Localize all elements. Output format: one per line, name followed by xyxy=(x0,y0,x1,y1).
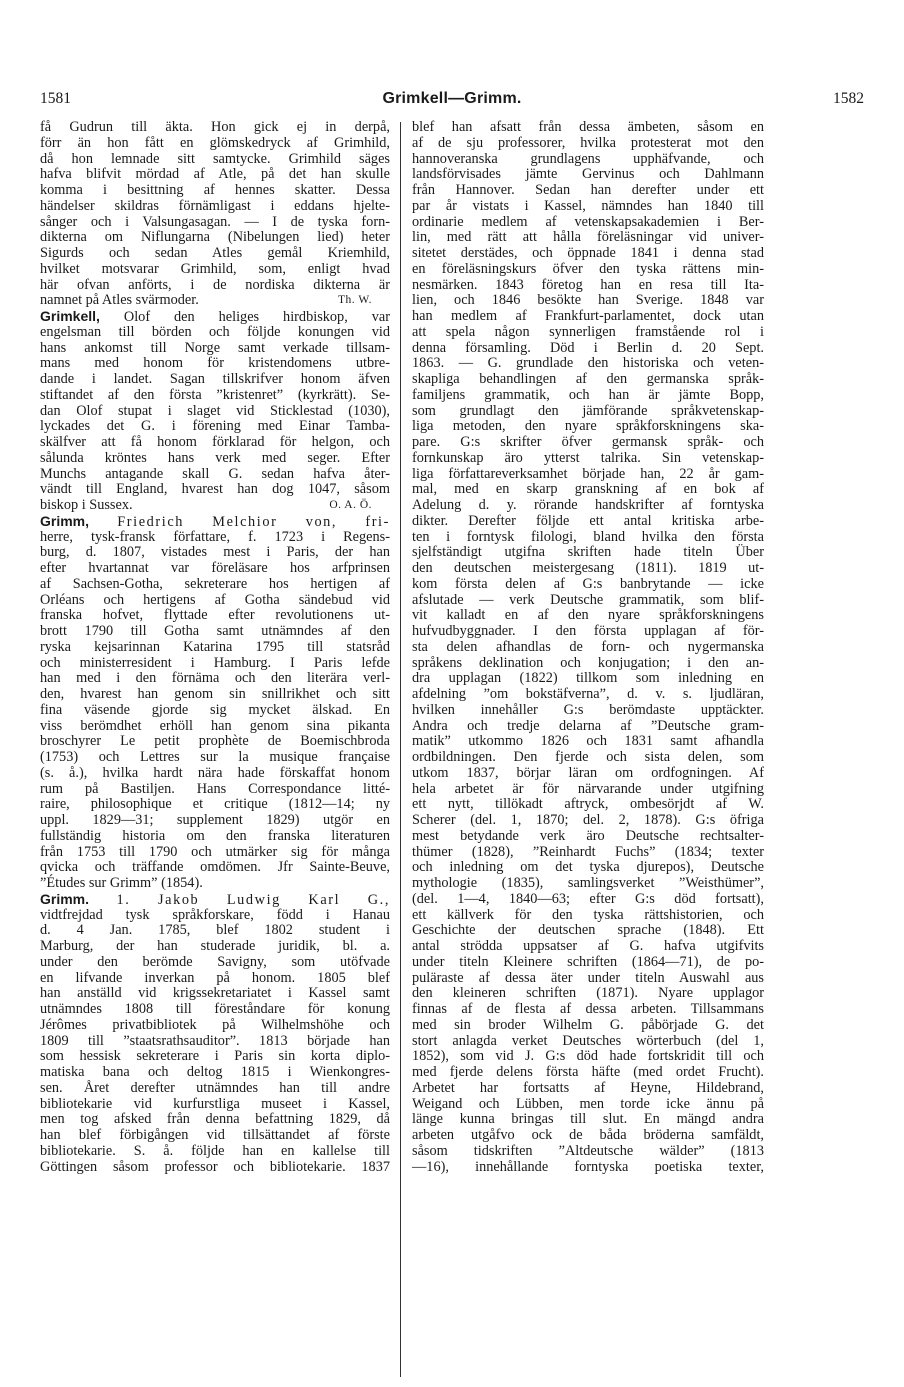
line-text: Sigurds och sedan Atles gemål Kriemhild, xyxy=(40,245,390,261)
text-line xyxy=(412,183,764,199)
line-text: från Hannover. Sedan han derefter under ett xyxy=(412,182,764,198)
line-text: d. 4 Jan. 1785, blef 1802 student i xyxy=(40,922,390,939)
text-line xyxy=(40,498,390,514)
line-text: lyckades det G. i förening med Einar Tamba- xyxy=(40,418,390,435)
text-line xyxy=(40,341,390,357)
text-line xyxy=(40,293,390,309)
text-line xyxy=(40,687,390,703)
text-line xyxy=(412,860,764,876)
line-text: vit kalladt en af den nyare språkforskningens xyxy=(412,607,764,624)
author-signature: O. A. Ö. xyxy=(329,499,372,511)
text-line xyxy=(40,309,390,325)
line-text: franska hofvet, flyttade efter revolutionens ut- xyxy=(40,607,390,624)
text-line xyxy=(40,908,390,924)
line-text: broschyrer Le petit prophète de Boemischbroda xyxy=(40,733,390,750)
line-text: afslutade — verk Deutsche grammatik, som blif- xyxy=(412,591,764,608)
page-number-right: 1582 xyxy=(833,90,864,107)
line-text: Göttingen såsom professor och bibliotekarie. 1837 xyxy=(40,1158,390,1175)
text-line xyxy=(412,640,764,656)
line-text: att spela någon synnerligen framstående rol i xyxy=(412,323,764,340)
line-text: liga författareverksamhet började han, 22 år gam- xyxy=(412,465,764,482)
line-text: händelser skildras förnämligast i eddans hjelte- xyxy=(40,197,390,214)
line-text: såsom tidskriften ”Altdeutsche wälder” (1813 xyxy=(412,1142,764,1159)
line-text: matiska bana och deltog 1815 i Wienkongres- xyxy=(40,1064,390,1080)
text-line xyxy=(40,356,390,372)
line-text: sen. Året derefter utnämndes han till andre xyxy=(40,1079,390,1096)
text-line xyxy=(412,624,764,640)
text-line xyxy=(412,971,764,987)
text-line xyxy=(40,514,390,530)
line-text: arbeten utgåfvo ock de båda bröderna samfäldt, xyxy=(412,1127,764,1143)
line-text: en föreläsningskurs öfver den tyska rättens min- xyxy=(412,260,764,277)
text-line xyxy=(412,136,764,152)
line-text: vidtfrejdad tysk språkforskare, född i Hanau xyxy=(40,906,390,923)
line-text: under den berömde Savigny, som utöfvade xyxy=(40,953,390,970)
text-line xyxy=(412,372,764,388)
line-text: hannoveranska grundlagens upphäfvande, och xyxy=(412,150,764,167)
text-line xyxy=(40,656,390,672)
line-text: blef han afsatt från dessa ämbeten, såsom en xyxy=(412,119,764,135)
line-text: språkens deklination och konjugation; i den an- xyxy=(412,654,764,671)
line-text: en lifvande inverkan på honom. 1805 blef xyxy=(40,969,390,986)
line-text: stort anlagda verket Deutsches wörterbuch (del 1, xyxy=(412,1032,764,1049)
text-line xyxy=(412,577,764,593)
line-text: burg, d. 1807, vistades mest i Paris, der han xyxy=(40,544,390,561)
right-column xyxy=(412,120,764,1175)
text-line xyxy=(40,372,390,388)
text-line xyxy=(412,734,764,750)
text-line xyxy=(40,1128,390,1144)
text-line xyxy=(412,813,764,829)
text-line xyxy=(412,1112,764,1128)
text-line xyxy=(40,215,390,231)
text-line xyxy=(412,435,764,451)
text-line xyxy=(412,892,764,908)
text-line xyxy=(412,750,764,766)
text-line xyxy=(412,593,764,609)
text-line xyxy=(412,656,764,672)
line-text: han medlem af Frankfurt-parlamentet, dock utan xyxy=(412,308,764,324)
line-text: af de sju professorer, hvilka protesterat mot den xyxy=(412,134,764,151)
line-text: thümer (1828), ”Reinhardt Fuchs” (1834; texter xyxy=(412,843,764,860)
text-line xyxy=(40,199,390,215)
text-line xyxy=(40,262,390,278)
text-line xyxy=(412,1018,764,1034)
line-text: med fjerde delens första häfte (med ordet Frucht). xyxy=(412,1064,764,1080)
text-line xyxy=(40,278,390,294)
text-line xyxy=(40,1160,390,1176)
line-text: stiftandet af den första ”kristenret” (kyrkrätt). Se- xyxy=(40,386,390,403)
text-line xyxy=(40,1002,390,1018)
line-text: qvicka och träffande omdömen. Jfr Sainte-Beuve, xyxy=(40,859,390,876)
text-line xyxy=(412,215,764,231)
line-text: uppl. 1829—31; supplement 1829) utgör en xyxy=(40,812,390,828)
line-text: finnas af de flesta af dessa arbeten. Tillsammans xyxy=(412,1001,764,1017)
text-line xyxy=(40,167,390,183)
line-text: under titeln Kleinere schriften (1864—71), de po- xyxy=(412,953,764,970)
line-text: pare. G:s skrifter öfver germansk språk- och xyxy=(412,434,764,450)
line-text: hans ankomst till Norge samt verkade tillsam- xyxy=(40,339,390,356)
line-text: namnet på Atles svärmoder. xyxy=(40,292,199,309)
text-line xyxy=(412,1097,764,1113)
text-line xyxy=(412,309,764,325)
line-text: han med i den förnäma och den literära verl- xyxy=(40,670,390,687)
text-line xyxy=(40,860,390,876)
entry-headword: Grimm, xyxy=(40,512,90,529)
text-line xyxy=(412,120,764,136)
line-text: matik” utkommo 1826 och 1831 samt afhandla xyxy=(412,733,764,750)
text-line xyxy=(40,955,390,971)
page-number-left: 1581 xyxy=(40,90,71,107)
text-line xyxy=(40,624,390,640)
text-line xyxy=(412,986,764,1002)
line-text: sitetet derstädes, och öppnade 1841 i denna stad xyxy=(412,245,764,261)
line-text: afdelning ”om bokstäfverna”, d. v. s. ljudläran, xyxy=(412,686,764,702)
line-text: förr än hon fått en glömskedryck af Grimhild, xyxy=(40,134,390,151)
text-line xyxy=(40,482,390,498)
text-line xyxy=(40,561,390,577)
line-text: sålunda kröntes hans verk med seger. Efter xyxy=(40,449,390,466)
text-line xyxy=(40,671,390,687)
line-text: dikterna om Niflungarna (Nibelungen lied) heter xyxy=(40,229,390,246)
entry-headword: Grimkell, xyxy=(40,308,100,324)
text-line xyxy=(412,561,764,577)
line-text: 1809 till ”staatsrathsauditor”. 1813 började han xyxy=(40,1032,390,1049)
text-line xyxy=(40,1034,390,1050)
line-text: hvilket motsvarar Grimhild, som, enligt hvad xyxy=(40,260,390,277)
text-line xyxy=(412,1128,764,1144)
line-text: Friedrich Melchior von, fri- xyxy=(89,513,390,530)
line-text: den, hvarest han genom sin snillrikhet och sitt xyxy=(40,686,390,702)
text-line xyxy=(40,577,390,593)
text-line xyxy=(40,435,390,451)
line-text: dande i landet. Sagan tillskrifver honom äfven xyxy=(40,371,390,387)
line-text: få Gudrun till äkta. Hon gick ej in derpå, xyxy=(40,119,390,135)
running-title: Grimkell—Grimm. xyxy=(382,90,522,107)
line-text: 1852), som vid J. G:s död hade fortskridit till och xyxy=(412,1048,764,1065)
text-line xyxy=(40,404,390,420)
line-text: brott 1790 till Gotha samt utnämndes af den xyxy=(40,623,390,639)
text-line xyxy=(40,876,390,892)
line-text: bibliotekarie. S. å. följde han en kallelse till xyxy=(40,1142,390,1159)
text-line xyxy=(412,230,764,246)
line-text: (s. å.), hvilka hardt nära hade förskaffat honom xyxy=(40,764,390,781)
text-line xyxy=(412,766,764,782)
line-text: fina väsende gjorde sig mycket älskad. En xyxy=(40,701,390,718)
text-line xyxy=(40,1049,390,1065)
line-text: han blef förbigången vid tillsättandet af förste xyxy=(40,1127,390,1143)
text-line xyxy=(412,876,764,892)
line-text: sta delen afhandlas de forn- och nygermanska xyxy=(412,638,764,655)
line-text: landsförvisades jämte Gervinus och Dahlmann xyxy=(412,166,764,183)
line-text: viss berömdhet erhöll han genom sina pikanta xyxy=(40,717,390,734)
text-line xyxy=(40,829,390,845)
column-divider xyxy=(400,122,401,1377)
line-text: mest betydande verk äro Deutsche rechtsalter- xyxy=(412,827,764,844)
line-text: lin, med rätt att hålla föreläsningar vid univer- xyxy=(412,229,764,246)
line-text: ett nytt, tillökadt aftryck, ombesörjdt af W. xyxy=(412,796,764,813)
line-text: ryska kejsarinnan Katarina 1795 till statsråd xyxy=(40,638,390,655)
line-text: dra upplagan (1822) tillkom som inledning en xyxy=(412,670,764,687)
text-line xyxy=(40,325,390,341)
line-text: Geschichte der deutschen sprache (1848). Ett xyxy=(412,922,764,939)
line-text: rum på Bastiljen. Hans Correspondance litté- xyxy=(40,780,390,797)
text-line xyxy=(412,1144,764,1160)
text-line xyxy=(40,530,390,546)
text-line xyxy=(40,1065,390,1081)
text-line xyxy=(40,1081,390,1097)
line-text: då hon lemnade sitt samtycke. Grimhild säges xyxy=(40,150,390,167)
line-text: ”Études sur Grimm” (1854). xyxy=(40,875,203,891)
text-line xyxy=(40,719,390,735)
line-text: Arbetet har fortsatts af Heyne, Hildebrand, xyxy=(412,1079,764,1096)
text-line xyxy=(412,1002,764,1018)
text-line xyxy=(40,183,390,199)
text-line xyxy=(412,955,764,971)
text-line xyxy=(40,766,390,782)
line-text: biskop i Sussex. xyxy=(40,497,133,513)
text-line xyxy=(412,939,764,955)
line-text: herre, tysk-fransk författare, f. 1723 i Regens- xyxy=(40,528,390,545)
line-text: (del. 1—4, 1840—63; efter G:s död fortsatt), xyxy=(412,890,764,907)
line-text: mythologie (1835), samlingsverket ”Weisthümer”, xyxy=(412,875,764,891)
text-line xyxy=(40,750,390,766)
line-text: länge kunna bringas till slut. En mängd andra xyxy=(412,1111,764,1128)
text-line xyxy=(40,1112,390,1128)
text-line xyxy=(40,939,390,955)
line-text: 1. Jakob Ludwig Karl G., xyxy=(89,891,390,908)
text-line xyxy=(40,467,390,483)
text-line xyxy=(40,734,390,750)
text-line xyxy=(412,199,764,215)
line-text: sjelfständigt utgifna skriften hade titeln Über xyxy=(412,544,764,561)
line-text: kom första delen af G:s banbrytande — icke xyxy=(412,575,764,592)
text-line xyxy=(40,152,390,168)
text-line xyxy=(40,797,390,813)
text-line xyxy=(40,608,390,624)
line-text: han anställd vid krigssekretariatet i Kassel samt xyxy=(40,985,390,1002)
text-line xyxy=(412,671,764,687)
text-line xyxy=(412,451,764,467)
line-text: här ofvan anförts, i de nordiska dikterna är xyxy=(40,276,390,293)
text-line xyxy=(412,1049,764,1065)
line-text: familjens grammatik, och han är jämte Bopp, xyxy=(412,386,764,403)
line-text: lien, och 1846 besökte han Sverige. 1848 var xyxy=(412,292,764,309)
text-line xyxy=(40,971,390,987)
text-line xyxy=(412,719,764,735)
line-text: par år vistats i Kassel, nämndes han 1840 till xyxy=(412,197,764,214)
text-line xyxy=(412,467,764,483)
text-line xyxy=(412,152,764,168)
line-text: raire, philosophique et critique (1812—14; ny xyxy=(40,796,390,813)
line-text: Orléans och hertigens af Gotha sändebud vid xyxy=(40,591,390,608)
line-text: som grundlagt den jämförande språkvetenskap- xyxy=(412,402,764,419)
author-signature: Th. W. xyxy=(338,294,372,307)
text-line xyxy=(40,640,390,656)
text-line xyxy=(40,388,390,404)
text-line xyxy=(412,829,764,845)
line-text: —16), innehållande forntyska poetiska texter, xyxy=(412,1158,764,1175)
line-text: vändt till England, hvarest han dog 1047, såsom xyxy=(40,481,390,498)
line-text: fornkunskap äro ytterst talrika. Sin vetenskap- xyxy=(412,449,764,466)
line-text: hufvudbyggnader. I den första upplagan af för- xyxy=(412,623,764,639)
line-text: dan Olof stupat i slaget vid Sticklestad (1030), xyxy=(40,402,390,419)
line-text: efter hvartannat var föreläsare hos arfprinsen xyxy=(40,560,390,576)
line-text: Scherer (del. 1, 1870; del. 2, 1878). G:s öfriga xyxy=(412,812,764,828)
text-line xyxy=(40,451,390,467)
text-line xyxy=(412,388,764,404)
entry-headword: Grimm. xyxy=(40,890,90,907)
text-line xyxy=(40,1018,390,1034)
text-line xyxy=(412,356,764,372)
text-line xyxy=(40,593,390,609)
line-text: bibliotekarie vid kurfurstliga museet i Kassel, xyxy=(40,1095,390,1112)
text-line xyxy=(40,986,390,1002)
line-text: 1863. — G. grundlade den historiska och veten- xyxy=(412,355,764,372)
text-line xyxy=(412,530,764,546)
text-line xyxy=(40,703,390,719)
text-line xyxy=(40,845,390,861)
line-text: men tog afsked från denna befattning 1829, då xyxy=(40,1111,390,1128)
text-line xyxy=(412,514,764,530)
text-line xyxy=(40,419,390,435)
text-line xyxy=(412,262,764,278)
text-line xyxy=(412,923,764,939)
line-text: och ministerresident i Hamburg. I Paris lefde xyxy=(40,654,390,671)
text-line xyxy=(412,482,764,498)
line-text: mal, med en skarp granskning af en bok af xyxy=(412,481,764,498)
line-text: och inledning om det tyska djurepos), Deutsche xyxy=(412,859,764,876)
text-line xyxy=(412,703,764,719)
line-text: den deutschen meistergesang (1811). 1819 ut- xyxy=(412,560,764,576)
text-line xyxy=(412,246,764,262)
line-text: Munchs antagande skall G. sedan hafva åter- xyxy=(40,465,390,482)
line-text: hela arbetet är för närvarande under utgifning xyxy=(412,780,764,797)
line-text: dikter. Derefter följde ett antal kritiska arbe- xyxy=(412,512,764,529)
text-line xyxy=(412,293,764,309)
line-text: Jérômes privatbibliotek på Wilhelmshöhe och xyxy=(40,1016,390,1033)
line-text: engelsman till börden och följde konungen vid xyxy=(40,323,390,340)
page-header xyxy=(0,90,904,114)
text-line xyxy=(40,1144,390,1160)
text-line xyxy=(412,845,764,861)
text-line xyxy=(412,797,764,813)
text-line xyxy=(412,167,764,183)
text-line xyxy=(40,545,390,561)
text-line xyxy=(40,892,390,908)
text-line xyxy=(412,1034,764,1050)
text-line xyxy=(40,923,390,939)
text-line xyxy=(40,136,390,152)
line-text: sånger och i Valsungasagan. — I de tyska forn- xyxy=(40,213,390,230)
text-line xyxy=(412,545,764,561)
line-text: Marburg, der han studerade juridik, bl. a. xyxy=(40,938,390,954)
line-text: fullständig historia om den franska literaturen xyxy=(40,827,390,844)
text-line xyxy=(412,1065,764,1081)
text-line xyxy=(40,782,390,798)
text-line xyxy=(40,246,390,262)
line-text: ordinarie medlem af vetenskapsakademien i Ber- xyxy=(412,213,764,230)
line-text: liga metoden, den nyare språkforskningens ska- xyxy=(412,418,764,435)
text-line xyxy=(412,404,764,420)
line-text: från 1753 till 1790 och utmärker sig för många xyxy=(40,843,390,860)
text-line xyxy=(412,1081,764,1097)
line-text: skapliga behandlingen af den germanska språk- xyxy=(412,371,764,387)
text-line xyxy=(412,687,764,703)
line-text: hvilken innehåller G:s berömdaste upptäckter. xyxy=(412,701,764,718)
left-column xyxy=(40,120,390,1175)
text-line xyxy=(40,813,390,829)
line-text: skälfver att få honom förklarad för helgon, och xyxy=(40,434,390,450)
text-line xyxy=(412,325,764,341)
text-line xyxy=(412,341,764,357)
line-text: (1753) och Lettres sur la musique française xyxy=(40,749,390,765)
line-text: puläraste af dessa äter under titeln Auswahl aus xyxy=(412,969,764,986)
line-text: Adelung d. y. rörande handskrifter af forntyska xyxy=(412,497,764,513)
text-line xyxy=(412,1160,764,1176)
line-text: af Sachsen-Gotha, sekreterare hos hertigen af xyxy=(40,575,390,592)
line-text: mans med honom för kristendomens utbre- xyxy=(40,355,390,372)
line-text: antal strödda uppsatser af G. hafva utgifvits xyxy=(412,938,764,954)
text-line xyxy=(412,278,764,294)
line-text: denna församling. Död i Berlin d. 20 Sept. xyxy=(412,339,764,356)
line-text: ten i forntysk filologi, bland hvilka den första xyxy=(412,528,764,545)
line-text: utkom 1837, börjar läran om ordfogningen. Af xyxy=(412,764,764,781)
line-text: hafva blifvit mördad af Atle, på det han skulle xyxy=(40,166,390,183)
text-line xyxy=(412,419,764,435)
line-text: den kleineren schriften (1871). Nyare upplagor xyxy=(412,985,764,1002)
text-line xyxy=(40,230,390,246)
text-line xyxy=(412,498,764,514)
line-text: Andra och tredje delarna af ”Deutsche gram- xyxy=(412,717,764,734)
line-text: med sin broder Wilhelm G. påbörjade G. det xyxy=(412,1016,764,1033)
line-text: som hessisk sekreterare i Paris sin korta diplo- xyxy=(40,1048,390,1065)
text-line xyxy=(40,1097,390,1113)
text-line xyxy=(40,120,390,136)
text-line xyxy=(412,908,764,924)
text-line xyxy=(412,608,764,624)
text-line xyxy=(412,782,764,798)
line-text: Olof den heliges hirdbiskop, var xyxy=(99,309,390,325)
line-text: ett källverk för den tyska rättshistorien, och xyxy=(412,906,764,923)
line-text: nesmärken. 1843 företog han en resa till Ita- xyxy=(412,276,764,293)
line-text: utnämndes 1808 till föreståndare för konung xyxy=(40,1001,390,1017)
line-text: komma i besittning af hennes skatter. Dessa xyxy=(40,182,390,198)
line-text: Weigand och Lübben, men torde icke ännu på xyxy=(412,1095,764,1112)
line-text: ordbildningen. Den fjerde och sista delen, som xyxy=(412,749,764,765)
